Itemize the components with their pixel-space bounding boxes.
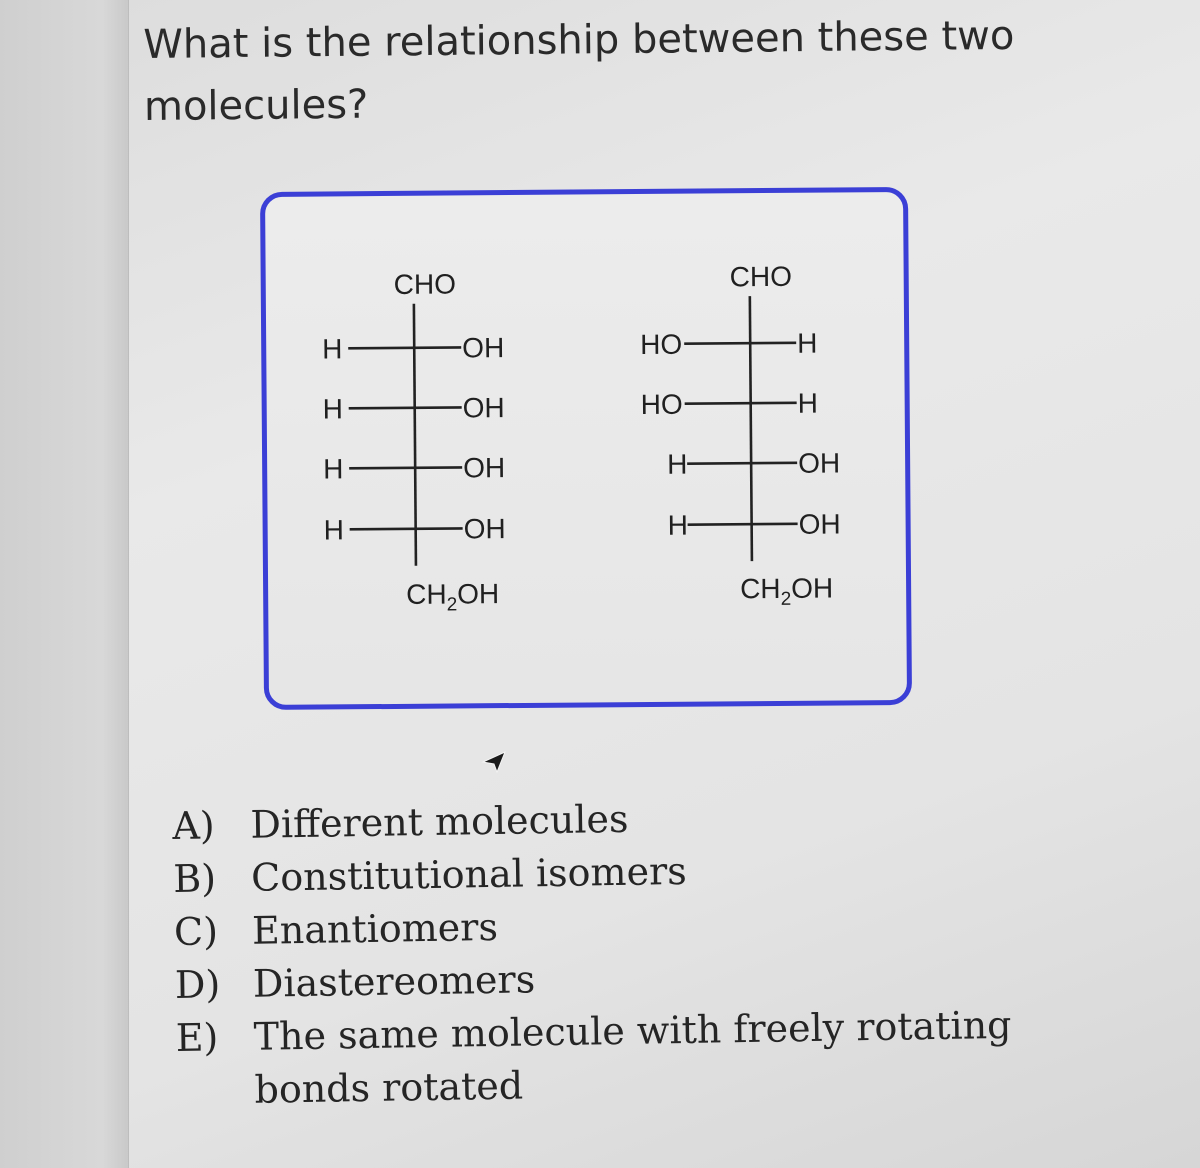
- right-row-2-left: HO: [640, 388, 683, 421]
- right-bottom-group: CH2OH: [740, 572, 834, 610]
- left-row-4-bond: [350, 528, 463, 529]
- left-row-3-bond: [349, 467, 462, 468]
- right-row-4-bond: [688, 524, 798, 525]
- left-row-2-bond: [349, 407, 462, 408]
- left-row-2-right: OH: [462, 392, 505, 424]
- option-a-text: Different molecules: [250, 796, 629, 847]
- left-top-group: CHO: [393, 268, 457, 300]
- right-row-3-bond: [687, 463, 797, 464]
- arrow-cursor-icon: [481, 750, 507, 778]
- option-d-text: Diastereomers: [252, 957, 536, 1006]
- right-row-1-bond: [684, 343, 796, 344]
- option-e[interactable]: [175, 998, 1077, 1118]
- left-row-1-right: OH: [462, 332, 505, 364]
- molecule-right: [640, 260, 842, 611]
- right-row-4-left: H: [667, 509, 688, 541]
- option-b-text: Constitutional isomers: [250, 848, 688, 900]
- option-e-letter: E): [175, 1015, 219, 1060]
- option-e-text: The same molecule with freely rotating bonds rotated: [253, 1002, 1012, 1112]
- right-backbone: [750, 296, 752, 561]
- left-row-1-bond: [348, 347, 461, 348]
- left-row-3-right: OH: [463, 452, 506, 484]
- right-row-3-left: H: [667, 448, 688, 480]
- option-c-text: Enantiomers: [251, 904, 499, 953]
- right-row-1-left: HO: [640, 328, 683, 361]
- right-row-4-right: OH: [798, 508, 841, 540]
- answer-options: [172, 786, 1077, 1118]
- right-top-group: CHO: [729, 260, 793, 293]
- fischer-projections-svg: [265, 192, 909, 707]
- left-row-3-left: H: [323, 453, 344, 485]
- fischer-projections-box: [260, 187, 912, 710]
- left-bottom-group: CH2OH: [406, 578, 500, 616]
- left-row-2-left: H: [322, 393, 344, 425]
- option-d-letter: D): [174, 962, 221, 1007]
- left-margin: [0, 0, 129, 1168]
- option-a-letter: A): [172, 803, 216, 848]
- right-row-2-bond: [685, 403, 797, 404]
- molecule-left: [322, 268, 507, 616]
- option-b-letter: B): [172, 856, 217, 901]
- left-row-4-right: OH: [463, 513, 506, 545]
- left-backbone: [414, 304, 416, 566]
- option-c-letter: C): [173, 909, 219, 954]
- left-row-4-left: H: [323, 514, 345, 546]
- right-row-3-right: OH: [798, 447, 841, 479]
- right-row-2-right: H: [797, 387, 819, 419]
- left-row-1-left: H: [322, 333, 343, 365]
- right-row-1-right: H: [797, 327, 818, 359]
- question-text: What is the relationship between these two molecules?: [143, 12, 1015, 130]
